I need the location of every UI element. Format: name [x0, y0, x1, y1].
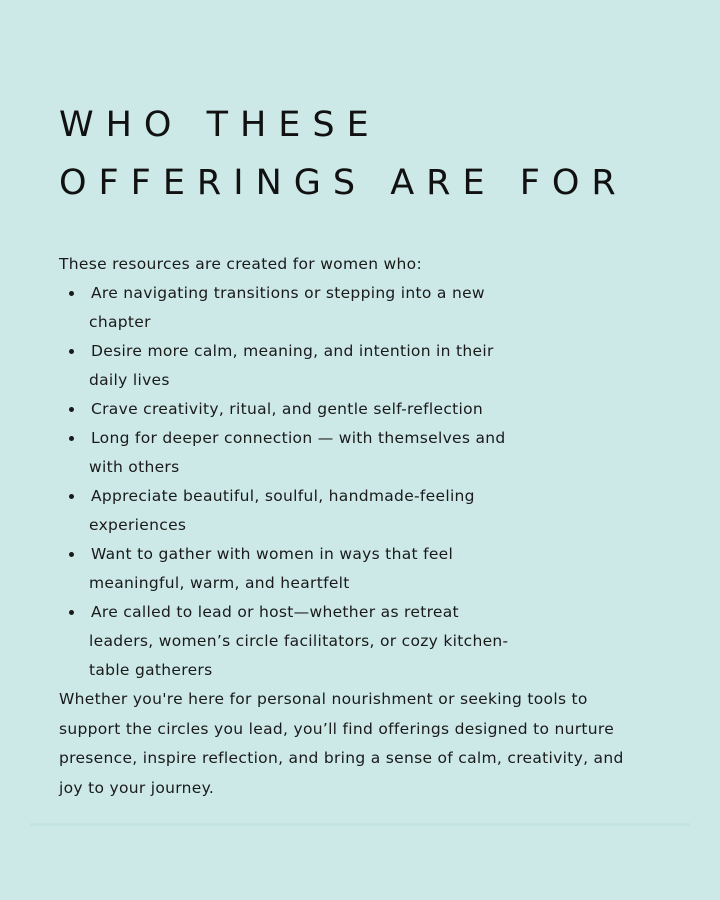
list-item-text-cont: daily lives	[89, 371, 170, 389]
audience-list	[59, 279, 559, 685]
closing-line: Whether you're here for personal nourishment or seeking tools to	[59, 690, 588, 708]
list-item-text: Long for deeper connection — with themselves and	[91, 429, 506, 447]
bullet-dot-icon	[69, 494, 74, 499]
list-item-text-cont: with others	[89, 458, 180, 476]
list-item	[59, 279, 559, 337]
list-item	[59, 540, 559, 598]
bullet-dot-icon	[69, 349, 74, 354]
list-item-text: Appreciate beautiful, soulful, handmade-feeling	[91, 487, 475, 505]
list-item	[59, 598, 559, 685]
bullet-dot-icon	[69, 552, 74, 557]
bullet-dot-icon	[69, 407, 74, 412]
list-item-text: Are called to lead or host—whether as retreat	[91, 603, 459, 621]
list-item-text-cont: chapter	[89, 313, 151, 331]
list-item	[59, 482, 559, 540]
page-title-line-1: WHO THESE	[59, 105, 381, 145]
closing-paragraph	[59, 685, 679, 803]
page-title-line-2: OFFERINGS ARE FOR	[59, 163, 628, 203]
list-item-text-cont: experiences	[89, 516, 187, 534]
list-item	[59, 395, 559, 424]
list-item-text-cont: table gatherers	[89, 661, 213, 679]
list-item	[59, 424, 559, 482]
bullet-dot-icon	[69, 436, 74, 441]
list-item	[59, 337, 559, 395]
closing-line: support the circles you lead, you’ll find offerings designed to nurture	[59, 719, 615, 738]
list-item-text-cont: leaders, women’s circle facilitators, or cozy kitchen-	[89, 632, 509, 650]
list-item-text: Want to gather with women in ways that feel	[91, 545, 454, 563]
bullet-dot-icon	[69, 610, 74, 615]
bullet-dot-icon	[69, 291, 74, 296]
bottom-divider	[30, 823, 690, 826]
closing-line: presence, inspire reflection, and bring a sense of calm, creativity, and	[59, 749, 624, 767]
content-area	[59, 96, 679, 803]
list-item-text-cont: meaningful, warm, and heartfelt	[89, 574, 350, 592]
list-item-text: Are navigating transitions or stepping into a new	[91, 284, 485, 302]
list-item-text: Desire more calm, meaning, and intention in their	[91, 342, 494, 360]
list-item-text: Crave creativity, ritual, and gentle self-reflection	[91, 400, 484, 418]
intro-text: These resources are created for women who:	[59, 255, 422, 273]
closing-line: joy to your journey.	[59, 778, 215, 797]
page-title	[59, 96, 679, 212]
